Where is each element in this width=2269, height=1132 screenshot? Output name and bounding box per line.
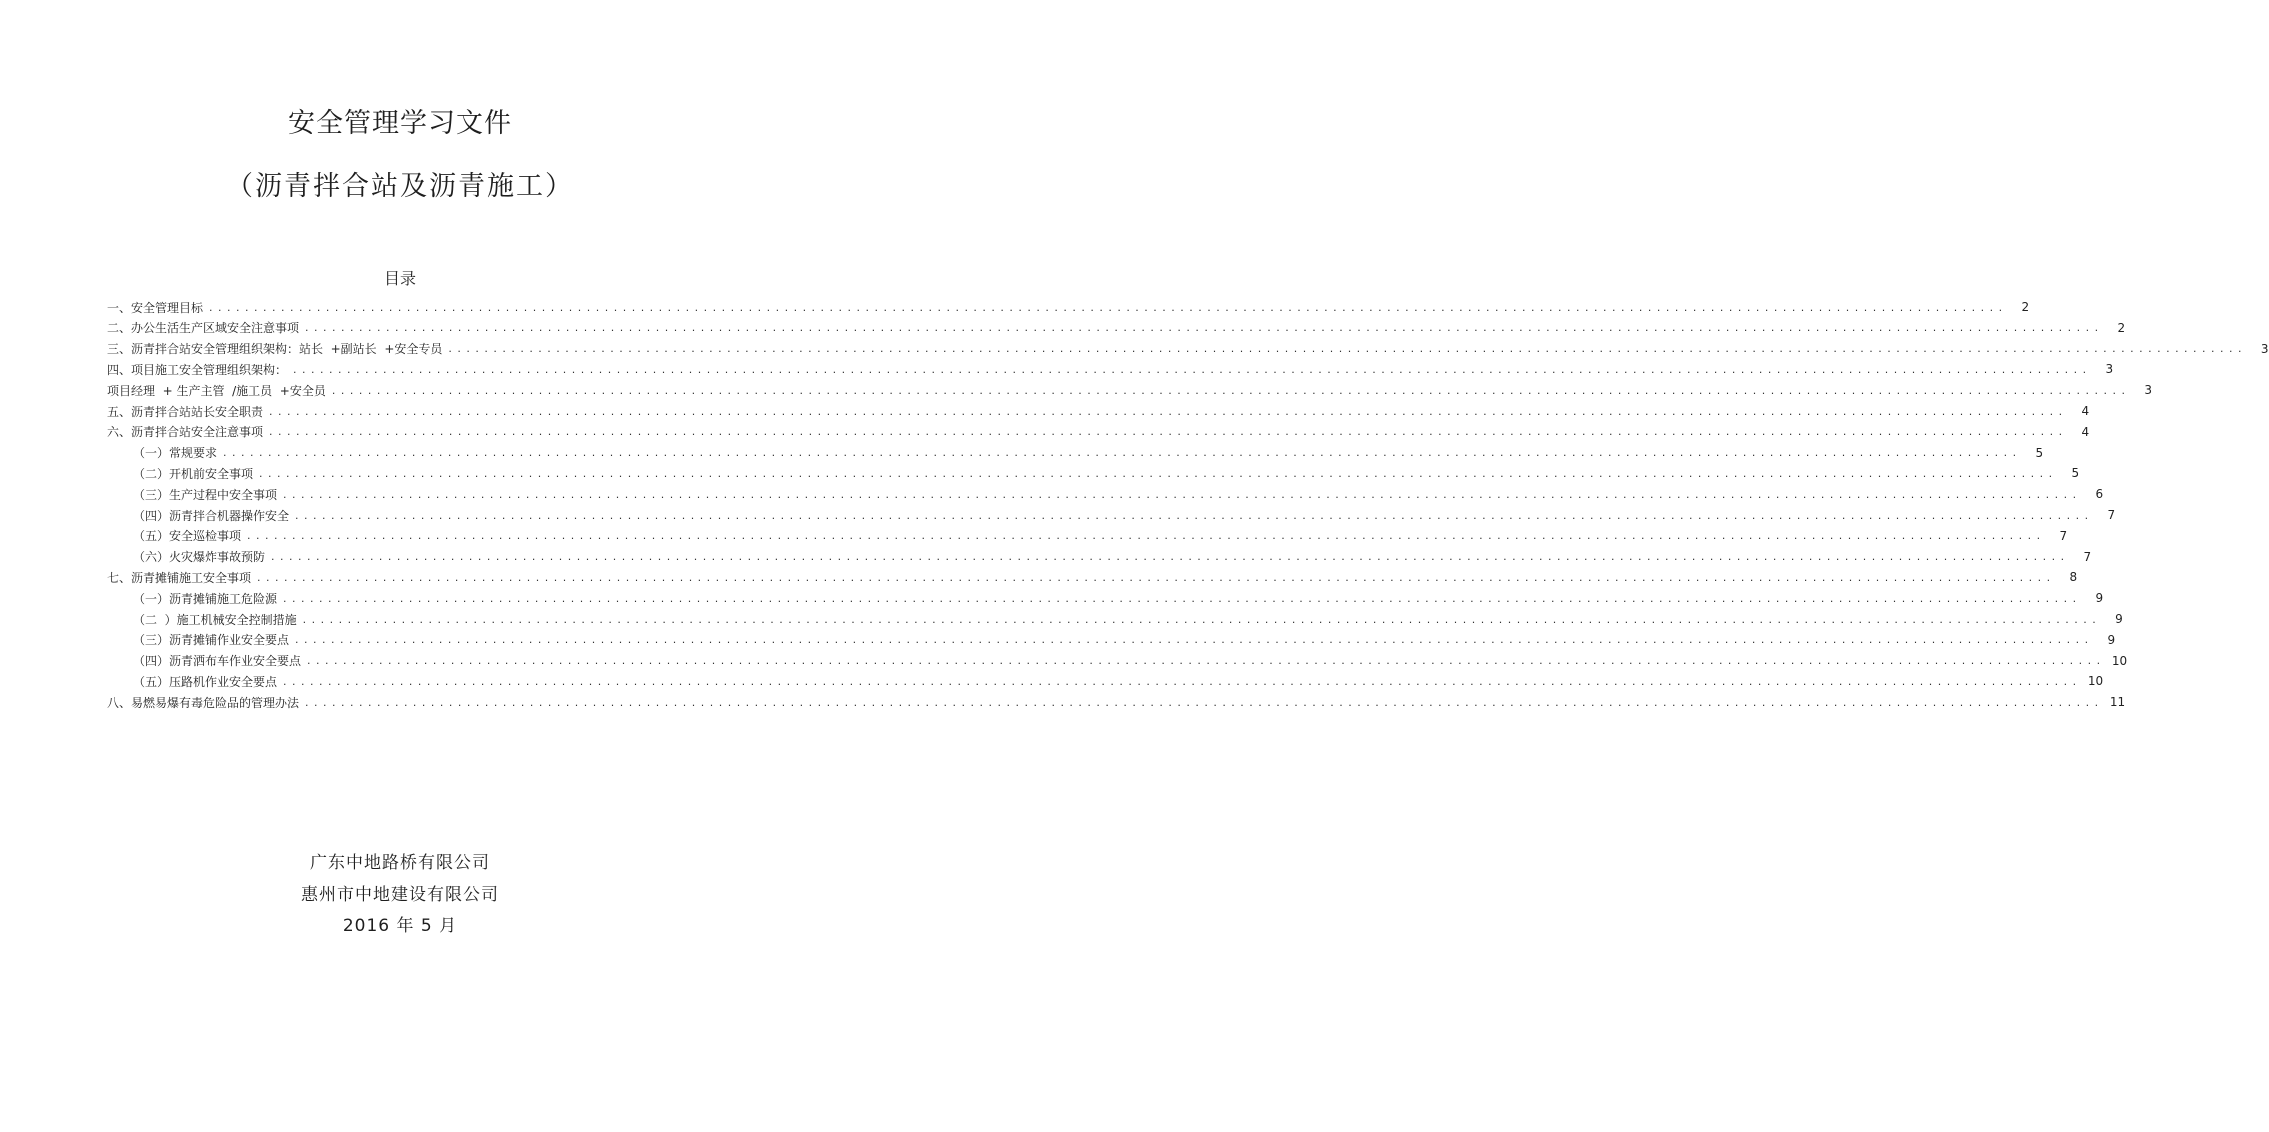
company-name-primary: 广东中地路桥有限公司 (310, 853, 490, 873)
toc-entry[interactable] (107, 380, 2152, 400)
toc-entry-label: （五）安全巡检事项 (133, 529, 242, 544)
toc-entry-label: 六、沥青拌合站安全注意事项 (107, 425, 264, 440)
toc-entry[interactable] (133, 463, 2080, 483)
toc-entry-page-number: 9 (2095, 591, 2104, 606)
toc-entry-page-number: 3 (2260, 341, 2269, 356)
document-subtitle: （沥青拌合站及沥青施工） (226, 171, 574, 202)
toc-dot-leader: . . . . . . . . . . . . . . . . . . . . . . . . . . . . . . . . . . . . . . . . . . . . . . . . . . . . . . . . . . . . . . . . . . . . . . . . . . . . . . . . . . . . . . . . . . . . . . . . . . . . . . . . . . . . . . . . . . . . . . . . . . . . . . . . . . . . . . . . . . . . . . . . . . . . . . . . . . . . . . . . . . . . . . . . . . . . . . . . . . . . . . . . . . . . . . . . . . . . . . . . (295, 633, 2090, 647)
toc-entry-label: （四）沥青拌合机器操作安全 (133, 508, 290, 523)
toc-entry[interactable] (133, 630, 2116, 650)
toc-entry-page-number: 3 (2105, 362, 2114, 377)
toc-entry-label: 五、沥青拌合站站长安全职责 (107, 404, 264, 419)
toc-entry-label: （三）生产过程中安全事项 (133, 487, 278, 502)
toc-entry[interactable] (107, 422, 2090, 442)
toc-entry-label: 八、易燃易爆有毒危险品的管理办法 (107, 695, 300, 710)
toc-entry[interactable] (133, 505, 2116, 525)
toc-dot-leader: . . . . . . . . . . . . . . . . . . . . . . . . . . . . . . . . . . . . . . . . . . . . . . . . . . . . . . . . . . . . . . . . . . . . . . . . . . . . . . . . . . . . . . . . . . . . . . . . . . . . . . . . . . . . . . . . . . . . . . . . . . . . . . . . . . . . . . . . . . . . . . . . . . . . . . . . . . . . . . . . . . . . . . . . . . . . . . . . . . . . . . . . . . . . . . . . . . . . . . . . (269, 404, 2064, 418)
toc-dot-leader: . . . . . . . . . . . . . . . . . . . . . . . . . . . . . . . . . . . . . . . . . . . . . . . . . . . . . . . . . . . . . . . . . . . . . . . . . . . . . . . . . . . . . . . . . . . . . . . . . . . . . . . . . . . . . . . . . . . . . . . . . . . . . . . . . . . . . . . . . . . . . . . . . . . . . . . . . . . . . . . . . . . . . . . . . . . . . . . . . . . . . . . . . . . . . . . . . . . . . . . . (209, 300, 2004, 314)
toc-entry[interactable] (107, 318, 2126, 338)
toc-entry-page-number: 5 (2071, 466, 2080, 481)
toc-entry-page-number: 3 (2144, 383, 2152, 398)
toc-entry-page-number: 8 (2069, 570, 2078, 585)
toc-heading: 目录 (383, 269, 416, 288)
toc-dot-leader: . . . . . . . . . . . . . . . . . . . . . . . . . . . . . . . . . . . . . . . . . . . . . . . . . . . . . . . . . . . . . . . . . . . . . . . . . . . . . . . . . . . . . . . . . . . . . . . . . . . . . . . . . . . . . . . . . . . . . . . . . . . . . . . . . . . . . . . . . . . . . . . . . . . . . . . . . . . . . . . . . . . . . . . . . . . . . . . . . . . . . . . . . . . . . . . . . . . . . . . . (257, 570, 2052, 584)
toc-entry[interactable] (133, 484, 2104, 504)
company-name-secondary: 惠州市中地建设有限公司 (301, 885, 499, 905)
document-title: 安全管理学习文件 (288, 108, 512, 139)
toc-entry-label: 一、安全管理目标 (107, 300, 204, 315)
toc-entry-label: 二、办公生活生产区域安全注意事项 (107, 321, 300, 336)
toc-entry[interactable] (133, 651, 2128, 671)
toc-entry-label: （五）压路机作业安全要点 (133, 674, 278, 689)
toc-entry-label: （一）沥青摊铺施工危险源 (133, 591, 278, 606)
toc-entry-label: 四、项目施工安全管理组织架构： (107, 362, 288, 377)
toc-entry-label: （二）开机前安全事项 (133, 466, 254, 481)
toc-entry-label: （二 ）施工机械安全控制措施 (133, 612, 297, 627)
toc-entry[interactable] (107, 297, 2030, 317)
toc-entry-page-number: 5 (2035, 445, 2044, 460)
toc-dot-leader: . . . . . . . . . . . . . . . . . . . . . . . . . . . . . . . . . . . . . . . . . . . . . . . . . . . . . . . . . . . . . . . . . . . . . . . . . . . . . . . . . . . . . . . . . . . . . . . . . . . . . . . . . . . . . . . . . . . . . . . . . . . . . . . . . . . . . . . . . . . . . . . . . . . . . . . . . . . . . . . . . . . . . . . . . . . . . . . . . . . . . . . . . . . . . . . . . . . . . . . . (269, 425, 2064, 439)
toc-dot-leader: . . . . . . . . . . . . . . . . . . . . . . . . . . . . . . . . . . . . . . . . . . . . . . . . . . . . . . . . . . . . . . . . . . . . . . . . . . . . . . . . . . . . . . . . . . . . . . . . . . . . . . . . . . . . . . . . . . . . . . . . . . . . . . . . . . . . . . . . . . . . . . . . . . . . . . . . . . . . . . . . . . . . . . . . . . . . . . . . . . . . . . . . . . . . . . . . . . . . . . . . (259, 466, 2054, 480)
toc-dot-leader: . . . . . . . . . . . . . . . . . . . . . . . . . . . . . . . . . . . . . . . . . . . . . . . . . . . . . . . . . . . . . . . . . . . . . . . . . . . . . . . . . . . . . . . . . . . . . . . . . . . . . . . . . . . . . . . . . . . . . . . . . . . . . . . . . . . . . . . . . . . . . . . . . . . . . . . . . . . . . . . . . . . . . . . . . . . . . . . . . . . . . . . . . . . . . . . . . . . . . . . . (283, 591, 2078, 605)
toc-entry-page-number: 10 (2087, 674, 2104, 689)
document-date: 2016 年 5 月 (342, 916, 458, 936)
toc-entry-page-number: 7 (2059, 528, 2068, 543)
toc-dot-leader: . . . . . . . . . . . . . . . . . . . . . . . . . . . . . . . . . . . . . . . . . . . . . . . . . . . . . . . . . . . . . . . . . . . . . . . . . . . . . . . . . . . . . . . . . . . . . . . . . . . . . . . . . . . . . . . . . . . . . . . . . . . . . . . . . . . . . . . . . . . . . . . . . . . . . . . . . . . . . . . . . . . . . . . . . . . . . . . . . . . . . . . . . . . . . . . . . . . . . . . . (295, 508, 2090, 522)
toc-dot-leader: . . . . . . . . . . . . . . . . . . . . . . . . . . . . . . . . . . . . . . . . . . . . . . . . . . . . . . . . . . . . . . . . . . . . . . . . . . . . . . . . . . . . . . . . . . . . . . . . . . . . . . . . . . . . . . . . . . . . . . . . . . . . . . . . . . . . . . . . . . . . . . . . . . . . . . . . . . . . . . . . . . . . . . . . . . . . . . . . . . . . . . . . . . . . . . . . . . . . . . . . (305, 321, 2100, 335)
toc-entry[interactable] (133, 443, 2044, 463)
toc-entry[interactable] (107, 692, 2126, 712)
toc-entry[interactable] (133, 609, 2123, 629)
toc-dot-leader: . . . . . . . . . . . . . . . . . . . . . . . . . . . . . . . . . . . . . . . . . . . . . . . . . . . . . . . . . . . . . . . . . . . . . . . . . . . . . . . . . . . . . . . . . . . . . . . . . . . . . . . . . . . . . . . . . . . . . . . . . . . . . . . . . . . . . . . . . . . . . . . . . . . . . . . . . . . . . . . . . . . . . . . . . . . . . . . . . . . . . . . . . . . . . . . . . . . . . . . . (247, 529, 2042, 543)
toc-entry[interactable] (107, 567, 2078, 587)
toc-entry-page-number: 4 (2081, 404, 2090, 418)
toc-entry-label: （三）沥青摊铺作业安全要点 (133, 633, 290, 648)
toc-entry[interactable] (133, 526, 2068, 546)
toc-entry-page-number: 4 (2081, 424, 2090, 439)
toc-entry[interactable] (133, 547, 2092, 567)
toc-entry-page-number: 2 (2117, 320, 2126, 335)
toc-entry-page-number: 9 (2115, 612, 2123, 626)
toc-dot-leader: . . . . . . . . . . . . . . . . . . . . . . . . . . . . . . . . . . . . . . . . . . . . . . . . . . . . . . . . . . . . . . . . . . . . . . . . . . . . . . . . . . . . . . . . . . . . . . . . . . . . . . . . . . . . . . . . . . . . . . . . . . . . . . . . . . . . . . . . . . . . . . . . . . . . . . . . . . . . . . . . . . . . . . . . . . . . . . . . . . . . . . . . . . . . . . . . . . . . . . . . (305, 695, 2100, 709)
toc-dot-leader: . . . . . . . . . . . . . . . . . . . . . . . . . . . . . . . . . . . . . . . . . . . . . . . . . . . . . . . . . . . . . . . . . . . . . . . . . . . . . . . . . . . . . . . . . . . . . . . . . . . . . . . . . . . . . . . . . . . . . . . . . . . . . . . . . . . . . . . . . . . . . . . . . . . . . . . . . . . . . . . . . . . . . . . . . . . . . . . . . . . . . . . . . . . . . . . . . . . . . . . . (331, 383, 2126, 397)
toc-dot-leader: . . . . . . . . . . . . . . . . . . . . . . . . . . . . . . . . . . . . . . . . . . . . . . . . . . . . . . . . . . . . . . . . . . . . . . . . . . . . . . . . . . . . . . . . . . . . . . . . . . . . . . . . . . . . . . . . . . . . . . . . . . . . . . . . . . . . . . . . . . . . . . . . . . . . . . . . . . . . . . . . . . . . . . . . . . . . . . . . . . . . . . . . . . . . . . . . . . . . . . . . (448, 342, 2243, 356)
toc-entry[interactable] (107, 401, 2090, 421)
toc-entry-label: 项目经理 + 生产主管 /施工员 +安全员 (107, 383, 326, 398)
toc-dot-leader: . . . . . . . . . . . . . . . . . . . . . . . . . . . . . . . . . . . . . . . . . . . . . . . . . . . . . . . . . . . . . . . . . . . . . . . . . . . . . . . . . . . . . . . . . . . . . . . . . . . . . . . . . . . . . . . . . . . . . . . . . . . . . . . . . . . . . . . . . . . . . . . . . . . . . . . . . . . . . . . . . . . . . . . . . . . . . . . . . . . . . . . . . . . . . . . . . . . . . . . . (271, 550, 2066, 564)
toc-entry-page-number: 10 (2111, 653, 2128, 668)
toc-entry-label: （六）火灾爆炸事故预防 (133, 550, 266, 565)
toc-entry-page-number: 2 (2021, 300, 2030, 314)
toc-entry[interactable] (133, 671, 2104, 691)
toc-entry-page-number: 9 (2107, 632, 2116, 647)
toc-entry-label: 三、沥青拌合站安全管理组织架构：站长 +副站长 +安全专员 (107, 342, 443, 357)
toc-entry-label: （一）常规要求 (133, 446, 218, 461)
toc-entry-page-number: 7 (2107, 508, 2116, 522)
toc-entry-page-number: 6 (2095, 487, 2104, 502)
toc-entry-page-number: 7 (2083, 549, 2092, 564)
toc-entry-label: 七、沥青摊铺施工安全事项 (107, 570, 252, 585)
toc-entry[interactable] (107, 359, 2114, 379)
toc-dot-leader: . . . . . . . . . . . . . . . . . . . . . . . . . . . . . . . . . . . . . . . . . . . . . . . . . . . . . . . . . . . . . . . . . . . . . . . . . . . . . . . . . . . . . . . . . . . . . . . . . . . . . . . . . . . . . . . . . . . . . . . . . . . . . . . . . . . . . . . . . . . . . . . . . . . . . . . . . . . . . . . . . . . . . . . . . . . . . . . . . . . . . . . . . . . . . . . . . . . . . . . . (283, 674, 2078, 688)
toc-entry-page-number: 11 (2109, 695, 2126, 710)
toc-dot-leader: . . . . . . . . . . . . . . . . . . . . . . . . . . . . . . . . . . . . . . . . . . . . . . . . . . . . . . . . . . . . . . . . . . . . . . . . . . . . . . . . . . . . . . . . . . . . . . . . . . . . . . . . . . . . . . . . . . . . . . . . . . . . . . . . . . . . . . . . . . . . . . . . . . . . . . . . . . . . . . . . . . . . . . . . . . . . . . . . . . . . . . . . . . . . . . . . . . . . . . . . (302, 612, 2097, 626)
toc-entry-label: （四）沥青洒布车作业安全要点 (133, 654, 302, 669)
toc-dot-leader: . . . . . . . . . . . . . . . . . . . . . . . . . . . . . . . . . . . . . . . . . . . . . . . . . . . . . . . . . . . . . . . . . . . . . . . . . . . . . . . . . . . . . . . . . . . . . . . . . . . . . . . . . . . . . . . . . . . . . . . . . . . . . . . . . . . . . . . . . . . . . . . . . . . . . . . . . . . . . . . . . . . . . . . . . . . . . . . . . . . . . . . . . . . . . . . . . . . . . . . . (223, 446, 2018, 460)
toc-dot-leader: . . . . . . . . . . . . . . . . . . . . . . . . . . . . . . . . . . . . . . . . . . . . . . . . . . . . . . . . . . . . . . . . . . . . . . . . . . . . . . . . . . . . . . . . . . . . . . . . . . . . . . . . . . . . . . . . . . . . . . . . . . . . . . . . . . . . . . . . . . . . . . . . . . . . . . . . . . . . . . . . . . . . . . . . . . . . . . . . . . . . . . . . . . . . . . . . . . . . . . . . (283, 487, 2078, 501)
toc-entry[interactable] (133, 588, 2104, 608)
toc-dot-leader: . . . . . . . . . . . . . . . . . . . . . . . . . . . . . . . . . . . . . . . . . . . . . . . . . . . . . . . . . . . . . . . . . . . . . . . . . . . . . . . . . . . . . . . . . . . . . . . . . . . . . . . . . . . . . . . . . . . . . . . . . . . . . . . . . . . . . . . . . . . . . . . . . . . . . . . . . . . . . . . . . . . . . . . . . . . . . . . . . . . . . . . . . . . . . . . . . . . . . . . . (307, 654, 2102, 668)
toc-entry[interactable] (107, 339, 2269, 359)
toc-dot-leader: . . . . . . . . . . . . . . . . . . . . . . . . . . . . . . . . . . . . . . . . . . . . . . . . . . . . . . . . . . . . . . . . . . . . . . . . . . . . . . . . . . . . . . . . . . . . . . . . . . . . . . . . . . . . . . . . . . . . . . . . . . . . . . . . . . . . . . . . . . . . . . . . . . . . . . . . . . . . . . . . . . . . . . . . . . . . . . . . . . . . . . . . . . . . . . . . . . . . . . . . (293, 362, 2088, 376)
